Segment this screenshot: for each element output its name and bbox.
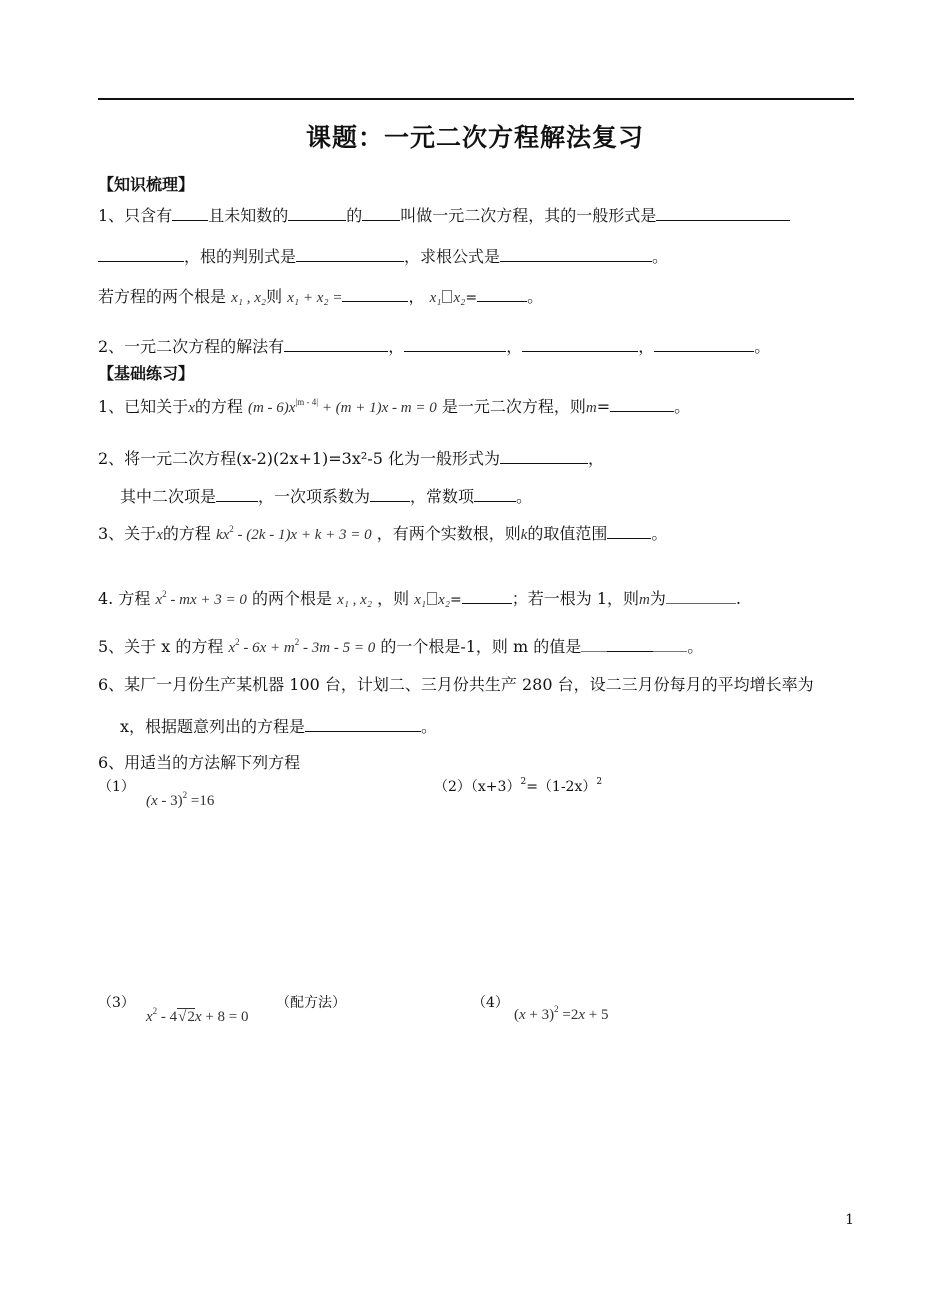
math-expression: $x^2$ - mx + 3 = 0: [155, 589, 247, 608]
text: ，: [506, 337, 523, 356]
equation-4: $(x + 3)^2 =2x + 5$: [514, 1004, 609, 1023]
text: 。: [674, 397, 691, 416]
text: 的方程: [194, 397, 243, 416]
text: ，则: [377, 589, 410, 608]
text: 1、只含有: [98, 206, 173, 225]
math-var: x: [188, 400, 195, 416]
math-roots: x₁ , x₂: [337, 592, 373, 608]
text: 3、关于: [98, 524, 157, 543]
text: 为: [649, 589, 666, 608]
blank: [581, 650, 607, 652]
blank: [216, 500, 258, 502]
text: ，根的判别式是: [184, 247, 297, 266]
blank: [284, 350, 388, 352]
knowledge-roots-line: [98, 284, 543, 307]
practice-item-2-line-2: [120, 484, 532, 507]
text: 4. 方程: [98, 589, 151, 608]
text: 。: [527, 287, 544, 306]
page-number: 1: [845, 1212, 854, 1228]
text: x，根据题意列出的方程是: [120, 717, 306, 736]
text: ，求根公式是: [404, 247, 501, 266]
math-var: k: [520, 527, 528, 543]
practice-item-1: [98, 394, 690, 417]
blank: [654, 350, 754, 352]
text: 的方程: [162, 524, 211, 543]
blank: [500, 462, 588, 464]
blank: [607, 537, 651, 539]
text: ，有两个实数根，则: [376, 524, 521, 543]
math-expression: $kx^2 - (2k - 1)x + k + 3 = 0$: [215, 524, 372, 543]
text: ，: [638, 337, 655, 356]
math-product-x2: x₂: [438, 592, 451, 608]
missing-glyph-box: [427, 592, 437, 605]
text: 的取值范围: [527, 524, 608, 543]
knowledge-item-1-line-2: [98, 244, 668, 267]
blank: [474, 500, 516, 502]
blank: [462, 602, 512, 604]
practice-item-2-line-1: [98, 446, 604, 469]
math-expression: $x^2 - 6x + m^2 - 3m - 5 = 0$: [228, 637, 376, 656]
blank: [653, 650, 687, 652]
text: 的: [346, 206, 363, 225]
text: 。: [754, 337, 771, 356]
header-rule: [98, 98, 854, 100]
text: 。: [651, 524, 668, 543]
blank: [296, 260, 404, 262]
math-product-x1: x₁: [429, 290, 442, 306]
text: 。: [516, 487, 533, 506]
equation-3-method-note: （配方法）: [276, 995, 346, 1011]
text: 1、已知关于: [98, 397, 189, 416]
text: ，: [388, 337, 405, 356]
equation-4-label: （4）: [472, 995, 509, 1011]
text: ，: [587, 449, 604, 468]
text: =: [450, 592, 462, 608]
blank: [342, 300, 408, 302]
text: 则: [266, 287, 283, 306]
equation-3-label: （3）: [98, 995, 135, 1011]
blank: [610, 410, 674, 412]
text: =: [596, 397, 611, 416]
blank: [522, 350, 638, 352]
blank: [98, 260, 184, 262]
practice-item-3: [98, 521, 667, 544]
equation-2: $(2)(x+3)^2=(1-2x)^2$: [434, 777, 603, 795]
text: 的两个根是: [251, 589, 332, 608]
blank: [404, 350, 506, 352]
text: 5、关于 x 的方程: [98, 637, 224, 656]
text: 。: [687, 637, 704, 656]
text: 。: [421, 717, 438, 736]
blank: [172, 219, 208, 221]
equation-1: (x - 3)$^2$ =16: [146, 790, 215, 809]
blank: [500, 260, 652, 262]
text: ；若一根为 1，则: [511, 589, 640, 608]
equation-1-label: （1）: [98, 779, 135, 795]
text: 是一元二次方程，则: [441, 397, 586, 416]
blank: [607, 650, 653, 652]
text: ，: [408, 287, 425, 306]
text: 叫做一元二次方程，其的一般形式是: [400, 206, 657, 225]
text: 且未知数的: [208, 206, 289, 225]
section-heading-knowledge: 【知识梳理】: [98, 175, 195, 194]
missing-glyph-box: [442, 290, 452, 303]
practice-item-5: [98, 634, 703, 657]
text: .: [735, 589, 741, 608]
equation-3: $x^2 - 4√2x + 8 = 0$: [146, 1006, 249, 1025]
practice-item-6-line-2: [120, 714, 437, 737]
text: 2、将一元二次方程(x-2)(2x+1)=3x²-5 化为一般形式为: [98, 449, 500, 468]
math-var: m: [585, 400, 597, 416]
text: =（1-2x）: [526, 779, 597, 795]
section-heading-practice: 【基础练习】: [98, 364, 195, 383]
blank: [288, 219, 346, 221]
text: 。: [652, 247, 669, 266]
text: 的一个根是-1，则 m 的值是: [380, 637, 582, 656]
text: 其中二次项是: [120, 487, 217, 506]
math-sum: x₁ + x₂ =: [287, 290, 343, 306]
blank: [362, 219, 400, 221]
page-title: 课题：一元二次方程解法复习: [305, 123, 644, 152]
blank: [666, 602, 736, 604]
math-var: x: [156, 527, 163, 543]
knowledge-methods-line: [98, 334, 770, 357]
practice-item-7-heading: 6、用适当的方法解下列方程: [98, 753, 301, 772]
blank: [370, 500, 410, 502]
text: ，常数项: [410, 487, 475, 506]
math-var: m: [639, 592, 650, 608]
math-expression: $(m - 6)x^{|m - 4|} + (m + 1)x - m = 0$: [247, 397, 437, 416]
blank: [477, 300, 527, 302]
text: ，一次项系数为: [258, 487, 371, 506]
blank: [656, 219, 790, 221]
knowledge-item-1-line-1: [98, 203, 790, 226]
math-product-x1: x₁: [414, 592, 427, 608]
text: （2）（x+3）: [434, 779, 521, 795]
text: 2、一元二次方程的解法有: [98, 337, 285, 356]
blank: [305, 730, 421, 732]
practice-item-4: [98, 586, 741, 609]
text: 若方程的两个根是: [98, 287, 227, 306]
text: =: [465, 290, 478, 306]
math-roots: x₁ , x₂: [231, 290, 267, 306]
practice-item-6-line-1: 6、某厂一月份生产某机器 100 台，计划二、三月份共生产 280 台，设二三月份每月的平均增长率为: [98, 675, 814, 694]
math-product-x2: x₂: [453, 290, 466, 306]
